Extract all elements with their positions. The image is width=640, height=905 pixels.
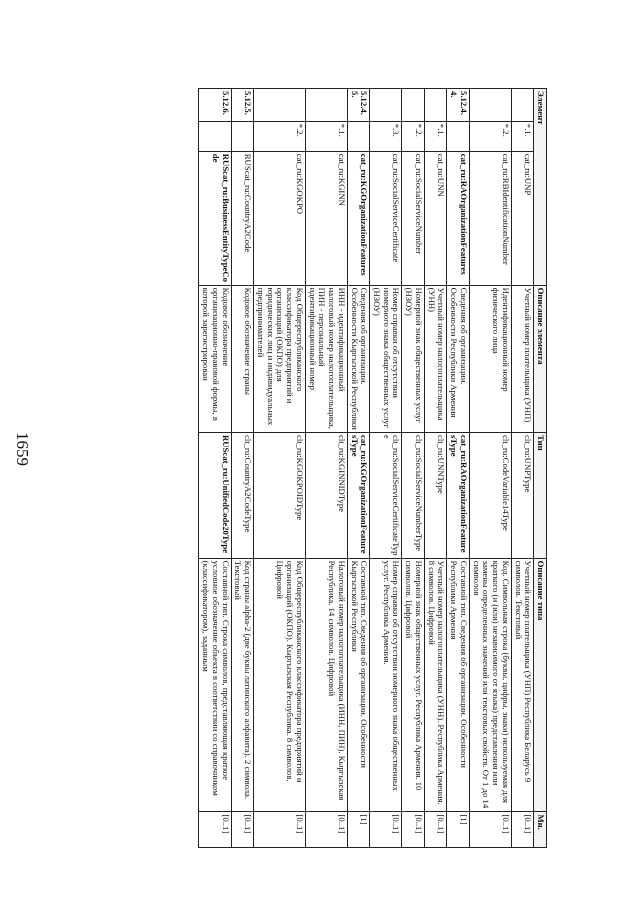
- row-subnumber: [347, 121, 369, 151]
- element-description: Номер справки об отсутствии номерного знака общественных услуг (НЗОУ): [370, 285, 402, 432]
- element-name: cat_ru:RBIdentificationNumber: [469, 151, 511, 285]
- element-type: clt_ru:UNNType: [424, 433, 446, 559]
- type-description: Учетный номер налогоплательщика (УНН). Республика Армения. 8 символов. Цифровой: [424, 558, 446, 812]
- type-description: Код. Символьная строка (буквы, цифры, знаки) используемая для краткого (и (или) независимого от языка) представления или замены определенных значений или текстовых свойств. От 1 до 14 символов: [469, 558, 511, 812]
- multiplicity: [0..1]: [511, 812, 533, 848]
- element-name: cat_ru:KGINN: [305, 151, 347, 285]
- type-description: Код Общереспубликанского классификатора предприятий и организаций (ОКПО). Кыргызская Республика. 8 символов. Цифровой: [254, 558, 306, 812]
- multiplicity: [0..1]: [305, 812, 347, 848]
- element-name: cat_ru:KGOrganizationFeatures: [347, 151, 369, 285]
- element-description: Сведения об организации. Особенности Кыргызской Республики: [347, 285, 369, 432]
- element-name: RUScat_ru:CountryA2Code: [231, 151, 253, 285]
- table-body: [199, 89, 534, 848]
- table-row: [402, 89, 424, 848]
- row-number: 5.12.4.5.: [347, 89, 369, 122]
- element-name: cat_ru:UNP: [511, 151, 533, 285]
- type-description: Код страны alpha-2 (две буквы латинского алфавита). 2 символа. Текстовый: [231, 558, 253, 812]
- row-number: [402, 89, 424, 122]
- element-name: cat_ru:UNN: [424, 151, 446, 285]
- table-row: [199, 89, 231, 848]
- row-subnumber: *.1.: [424, 121, 446, 151]
- element-description: Код Общереспубликанского классификатора предприятий и организаций (ОКПО) для юридических лиц и индивидуальных предпринимателей: [254, 285, 306, 432]
- row-subnumber: [231, 121, 253, 151]
- row-subnumber: *.2.: [402, 121, 424, 151]
- element-type: cat_ru:RAOrganizationFeaturesType: [447, 433, 469, 559]
- element-name: cat_ru:SocialServiceCertificate: [370, 151, 402, 285]
- element-type: RUScat_ru:UnifiedCode20Type: [199, 433, 231, 559]
- multiplicity: [0..1]: [199, 812, 231, 848]
- table-header-row: [534, 89, 547, 848]
- table-row: [347, 89, 369, 848]
- header-multiplicity: Мн.: [534, 812, 547, 848]
- row-number: [254, 89, 306, 122]
- table-row: [305, 89, 347, 848]
- type-description: Составной тип. Сведения об организации. Особенности Кыргызской Республики: [347, 558, 369, 812]
- row-number: 5.12.4.4.: [447, 89, 469, 122]
- element-type: cat_ru:KGOrganizationFeaturesType: [347, 433, 369, 559]
- multiplicity: [0..1]: [424, 812, 446, 848]
- element-specification-table: [199, 88, 548, 848]
- row-subnumber: *.1.: [305, 121, 347, 151]
- multiplicity: [0..1]: [254, 812, 306, 848]
- type-description: Номерной знак общественных услуг. Республика Армения. 10 символов. Цифровой: [402, 558, 424, 812]
- header-type-description: Описание типа: [534, 558, 547, 812]
- element-type: clt_ru:SocialServiceNumberType: [402, 433, 424, 559]
- row-subnumber: [199, 121, 231, 151]
- multiplicity: [0..1]: [402, 812, 424, 848]
- row-subnumber: *.1.: [511, 121, 533, 151]
- element-name: RUScat_ru:BusinessEntityTypeCode: [199, 151, 231, 285]
- element-name: cat_ru:RAOrganizationFeatures: [447, 151, 469, 285]
- table-row: [511, 89, 533, 848]
- element-type: clt_ru:KGOKPOIDType: [254, 433, 306, 559]
- header-element-description: Описание элемента: [534, 285, 547, 432]
- multiplicity: [1]: [347, 812, 369, 848]
- row-number: [305, 89, 347, 122]
- element-description: Кодовое обозначение страны: [231, 285, 253, 432]
- table-row: [231, 89, 253, 848]
- table-row: [254, 89, 306, 848]
- row-number: [424, 89, 446, 122]
- rotated-table-container: [95, 88, 547, 848]
- element-type: clt_ru:CountryA2CodeType: [231, 433, 253, 559]
- element-type: clt_ru:UNPType: [511, 433, 533, 559]
- element-description: Номерной знак общественных услуг (НЗОУ): [402, 285, 424, 432]
- type-description: Составной тип. Сведения об организации. Особенности Республики Армения: [447, 558, 469, 812]
- multiplicity: [1]: [447, 812, 469, 848]
- row-subnumber: *.2.: [469, 121, 511, 151]
- multiplicity: [0..1]: [231, 812, 253, 848]
- element-description: Учетный номер плательщика (УНП): [511, 285, 533, 432]
- element-type: clt_ru:KGINNIDType: [305, 433, 347, 559]
- row-number: 5.12.6.: [199, 89, 231, 122]
- page-number: 1659: [13, 432, 32, 466]
- header-element: Элемент: [534, 89, 547, 286]
- row-number: [511, 89, 533, 122]
- row-number: [469, 89, 511, 122]
- multiplicity: [0..1]: [370, 812, 402, 848]
- table-row: [447, 89, 469, 848]
- element-description: Идентификационный номер физического лица: [469, 285, 511, 432]
- table-row: [469, 89, 511, 848]
- type-description: Налоговый номер налогоплательщика (ИНН, ПИН). Кыргызская Республика. 14 символов. Цифровой: [305, 558, 347, 812]
- header-type: Тип: [534, 433, 547, 559]
- element-type: clt_ru:CodeVariable14Type: [469, 433, 511, 559]
- row-subnumber: *.2.: [254, 121, 306, 151]
- row-number: 5.12.5.: [231, 89, 253, 122]
- table-row: [424, 89, 446, 848]
- table-row: [370, 89, 402, 848]
- element-description: Кодовое обозначение организационно-правовой формы, в которой зарегистрирован: [199, 285, 231, 432]
- type-description: Номер справки об отсутствии номерного знака общественных услуг. Республика Армения.: [370, 558, 402, 812]
- element-description: Учетный номер налогоплательщика (УНН): [424, 285, 446, 432]
- multiplicity: [0..1]: [469, 812, 511, 848]
- rotated-page-content: [95, 88, 547, 848]
- element-type: clt_ru:SocialServiceCertificateType: [370, 433, 402, 559]
- type-description: Учетный номер плательщика (УНП) Республика Беларусь 9 символов. Текстовый: [511, 558, 533, 812]
- element-name: cat_ru:SocialServiceNumber: [402, 151, 424, 285]
- row-number: [370, 89, 402, 122]
- row-subnumber: [447, 121, 469, 151]
- element-description: Сведения об организации. Особенности Республики Армения: [447, 285, 469, 432]
- type-description: Составной тип. Строка символов, представляющая краткое условное обозначение объекта в соответствии со справочником (классификатором), заданным: [199, 558, 231, 812]
- row-subnumber: *.3.: [370, 121, 402, 151]
- element-name: cat_ru:KGOKPO: [254, 151, 306, 285]
- element-description: ИНН - идентификационный налоговый номер налогоплательщика, ПИН - персональный идентификационный номер: [305, 285, 347, 432]
